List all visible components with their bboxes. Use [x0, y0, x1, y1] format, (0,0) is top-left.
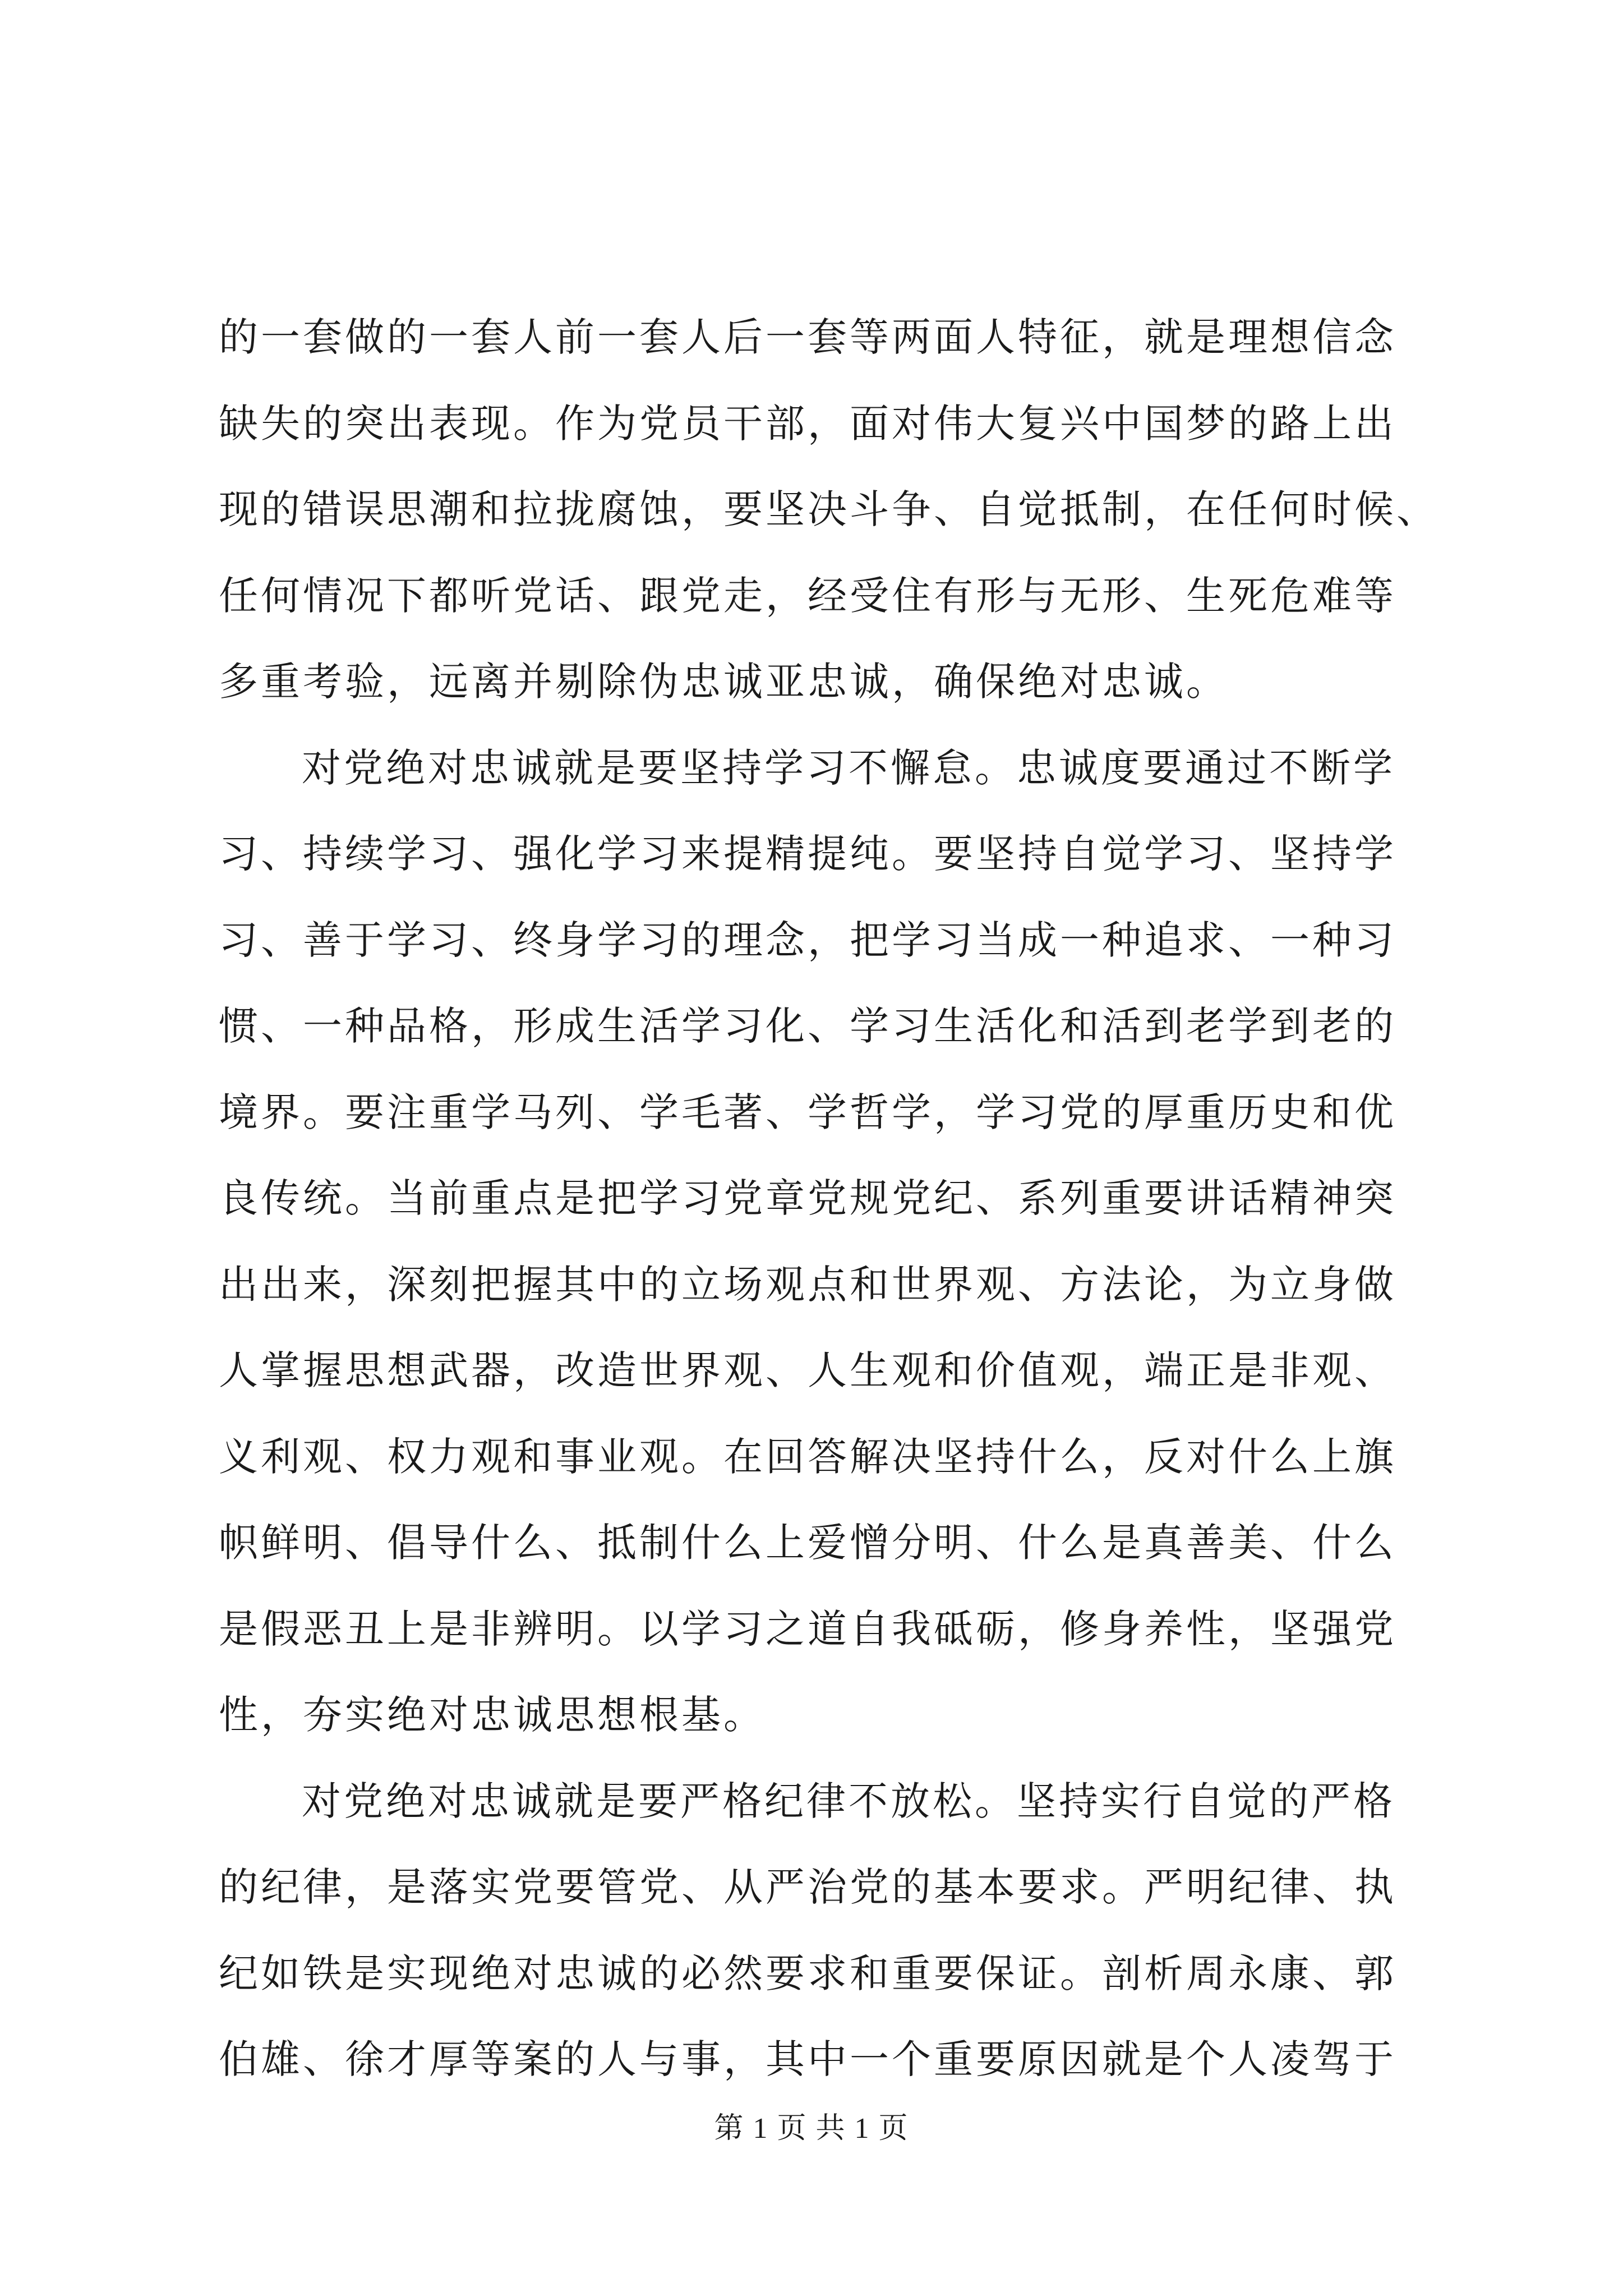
text-line: 任何情况下都听党话、跟党走，经受住有形与无形、生死危难等 — [219, 572, 1396, 619]
text-line: 的纪律，是落实党要管党、从严治党的基本要求。严明纪律、执 — [219, 1864, 1396, 1910]
document-body — [219, 295, 1438, 2103]
text-line: 帜鲜明、倡导什么、抵制什么上爱憎分明、什么是真善美、什么 — [219, 1520, 1396, 1566]
text-line: 出出来，深刻把握其中的立场观点和世界观、方法论，为立身做 — [219, 1261, 1396, 1308]
text-line: 习、持续学习、强化学习来提精提纯。要坚持自觉学习、坚持学 — [219, 831, 1396, 877]
paragraph-first-line: 对党绝对忠诚就是要坚持学习不懈怠。忠诚度要通过不断学 — [302, 744, 1395, 791]
text-line: 良传统。当前重点是把学习党章党规党纪、系列重要讲话精神突 — [219, 1175, 1396, 1221]
text-line: 境界。要注重学马列、学毛著、学哲学，学习党的厚重历史和优 — [219, 1089, 1396, 1135]
text-line: 习、善于学习、终身学习的理念，把学习当成一种追求、一种习 — [219, 917, 1396, 963]
text-line: 缺失的突出表现。作为党员干部，面对伟大复兴中国梦的路上出 — [219, 400, 1396, 447]
text-line: 是假恶丑上是非辨明。以学习之道自我砥砺，修身养性，坚强党 — [219, 1605, 1396, 1652]
text-line: 伯雄、徐才厚等案的人与事，其中一个重要原因就是个人凌驾于 — [219, 2036, 1396, 2082]
text-line: 性，夯实绝对忠诚思想根基。 — [219, 1692, 766, 1738]
text-line: 纪如铁是实现绝对忠诚的必然要求和重要保证。剖析周永康、郭 — [219, 1950, 1396, 1996]
paragraph-first-line: 对党绝对忠诚就是要严格纪律不放松。坚持实行自觉的严格 — [302, 1778, 1395, 1824]
text-line: 义利观、权力观和事业观。在回答解决坚持什么，反对什么上旗 — [219, 1433, 1396, 1480]
text-line: 的一套做的一套人前一套人后一套等两面人特征，就是理想信念 — [219, 314, 1396, 360]
text-line: 多重考验，远离并剔除伪忠诚亚忠诚，确保绝对忠诚。 — [219, 659, 1228, 705]
text-line: 惯、一种品格，形成生活学习化、学习生活化和活到老学到老的 — [219, 1003, 1396, 1049]
page-number-footer: 第 1 页 共 1 页 — [714, 2113, 909, 2145]
text-line: 现的错误思潮和拉拢腐蚀，要坚决斗争、自觉抵制，在任何时候、 — [219, 486, 1438, 532]
text-line: 人掌握思想武器，改造世界观、人生观和价值观，端正是非观、 — [219, 1347, 1396, 1393]
